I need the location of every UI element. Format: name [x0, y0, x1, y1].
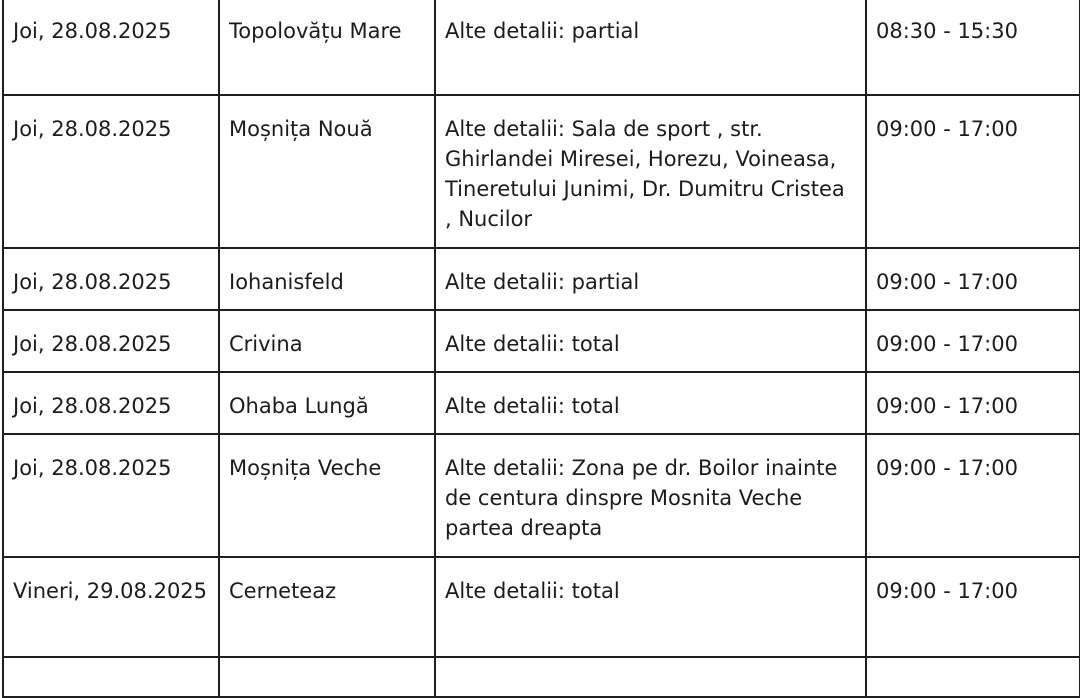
- table-row: [3, 0, 1080, 95]
- date-cell-empty: [3, 657, 219, 697]
- table-row: [3, 434, 1080, 557]
- table-row: [3, 372, 1080, 434]
- details-cell: Alte detalii: total: [435, 557, 866, 657]
- details-cell: Alte detalii: total: [435, 310, 866, 372]
- hours-cell: 09:00 - 17:00: [866, 95, 1080, 248]
- locality-cell: Moșnița Veche: [219, 434, 435, 557]
- date-cell: Joi, 28.08.2025: [3, 372, 219, 434]
- table-row: [3, 248, 1080, 310]
- hours-cell: 09:00 - 17:00: [866, 310, 1080, 372]
- hours-cell: 09:00 - 17:00: [866, 557, 1080, 657]
- date-cell: Joi, 28.08.2025: [3, 0, 219, 95]
- date-cell: Joi, 28.08.2025: [3, 248, 219, 310]
- date-cell: Joi, 28.08.2025: [3, 434, 219, 557]
- details-cell-empty: [435, 657, 866, 697]
- hours-cell: 09:00 - 17:00: [866, 434, 1080, 557]
- details-cell: Alte detalii: total: [435, 372, 866, 434]
- table-row: [3, 95, 1080, 248]
- locality-cell: Iohanisfeld: [219, 248, 435, 310]
- details-cell: Alte detalii: partial: [435, 248, 866, 310]
- locality-cell: Crivina: [219, 310, 435, 372]
- table-row-partial: [3, 657, 1080, 697]
- date-cell: Joi, 28.08.2025: [3, 310, 219, 372]
- hours-cell: 09:00 - 17:00: [866, 248, 1080, 310]
- hours-cell: 08:30 - 15:30: [866, 0, 1080, 95]
- table-row: [3, 310, 1080, 372]
- locality-cell-empty: [219, 657, 435, 697]
- outage-schedule-table: [2, 0, 1080, 698]
- locality-cell: Ohaba Lungă: [219, 372, 435, 434]
- locality-cell: Cerneteaz: [219, 557, 435, 657]
- locality-cell: Moșnița Nouă: [219, 95, 435, 248]
- details-cell: Alte detalii: Sala de sport , str. Ghirlandei Miresei, Horezu, Voineasa, Tineretului Junimi, Dr. Dumitru Cristea , Nucilor: [435, 95, 866, 248]
- hours-cell-empty: [866, 657, 1080, 697]
- table-row: [3, 557, 1080, 657]
- date-cell: Vineri, 29.08.2025: [3, 557, 219, 657]
- locality-cell: Topolovățu Mare: [219, 0, 435, 95]
- date-cell: Joi, 28.08.2025: [3, 95, 219, 248]
- details-cell: Alte detalii: partial: [435, 0, 866, 95]
- hours-cell: 09:00 - 17:00: [866, 372, 1080, 434]
- details-cell: Alte detalii: Zona pe dr. Boilor inainte de centura dinspre Mosnita Veche partea dreapta: [435, 434, 866, 557]
